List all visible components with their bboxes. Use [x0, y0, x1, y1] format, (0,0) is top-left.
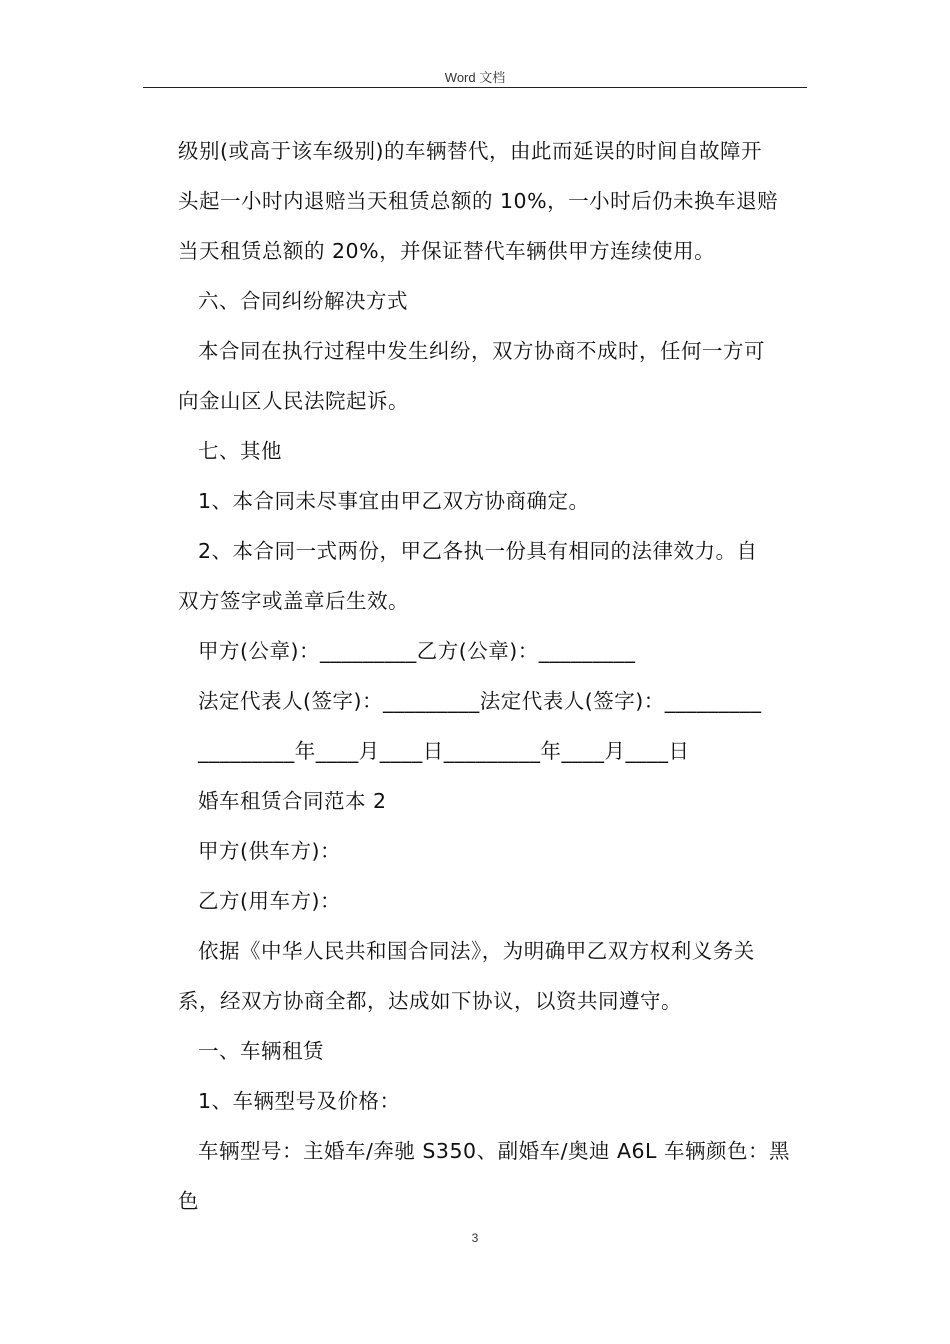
document-body — [178, 126, 810, 1226]
list-item: 2、本合同一式两份，甲乙各执一份具有相同的法律效力。自 — [198, 539, 758, 563]
body-line: 当天租赁总额的 20%，并保证替代车辆供甲方连续使用。 — [178, 239, 716, 263]
body-line: 头起一小时内退赔当天租赁总额的 10%，一小时后仍未换车退赔 — [178, 189, 779, 213]
signature-line: 甲方(公章)：_________乙方(公章)：_________ — [198, 639, 636, 663]
body-line: 色 — [178, 1189, 199, 1213]
party-line: 乙方(用车方)： — [198, 889, 341, 913]
header-rule — [143, 87, 807, 88]
body-line: 级别(或高于该车级别)的车辆替代，由此而延误的时间自故障开 — [178, 139, 762, 163]
body-line: 车辆型号：主婚车/奔驰 S350、副婚车/奥迪 A6L 车辆颜色：黑 — [198, 1139, 790, 1163]
page-number: 3 — [471, 1231, 479, 1245]
list-item: 1、本合同未尽事宜由甲乙双方协商确定。 — [198, 489, 590, 513]
signature-line: 法定代表人(签字)：_________法定代表人(签字)：_________ — [198, 689, 762, 713]
section-heading: 六、合同纠纷解决方式 — [198, 289, 408, 313]
section-heading: 七、其他 — [198, 439, 282, 463]
body-line: 本合同在执行过程中发生纠纷，双方协商不成时，任何一方可 — [198, 339, 765, 363]
page-header-label: Word 文档 — [444, 70, 506, 85]
document-title: 婚车租赁合同范本 2 — [198, 789, 387, 813]
list-item: 1、车辆型号及价格： — [198, 1089, 401, 1113]
body-line: 系，经双方协商全都，达成如下协议，以资共同遵守。 — [178, 989, 682, 1013]
body-line: 双方签字或盖章后生效。 — [178, 589, 409, 613]
party-line: 甲方(供车方)： — [198, 839, 341, 863]
body-line: 向金山区人民法院起诉。 — [178, 389, 409, 413]
date-line: _________年____月____日_________年____月____日 — [198, 739, 690, 763]
section-heading: 一、车辆租赁 — [198, 1039, 324, 1063]
body-line: 依据《中华人民共和国合同法》，为明确甲乙双方权利义务关 — [198, 939, 755, 963]
